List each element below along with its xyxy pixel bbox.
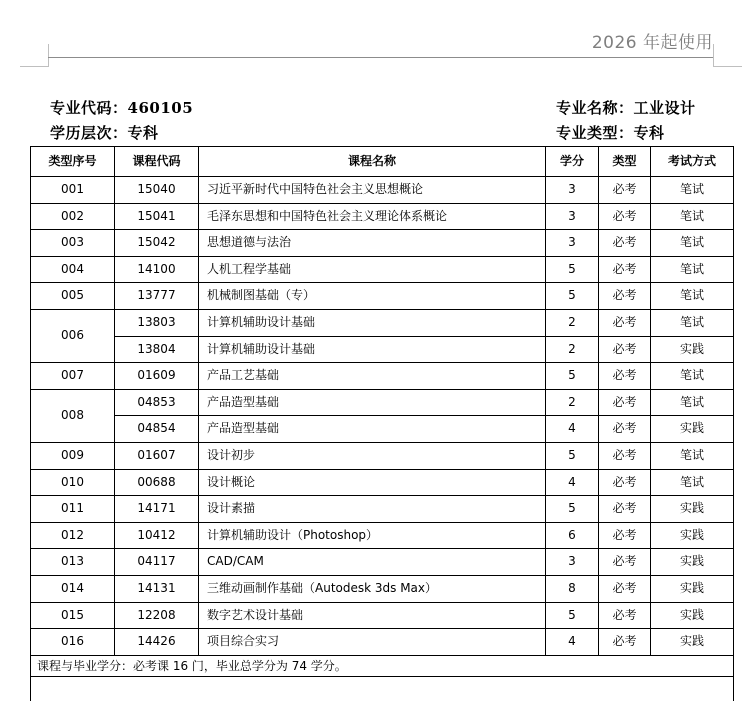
cell-seq: 002 bbox=[31, 203, 115, 230]
table-header-row bbox=[31, 147, 734, 177]
cell-exam: 实践 bbox=[651, 575, 734, 602]
education-level-value: 专科 bbox=[127, 124, 159, 142]
cell-code: 14100 bbox=[115, 256, 199, 283]
cell-code: 15041 bbox=[115, 203, 199, 230]
cell-seq: 008 bbox=[31, 389, 115, 442]
margin-corner-mark-left bbox=[20, 44, 49, 67]
cell-code: 14171 bbox=[115, 496, 199, 523]
cell-credit: 3 bbox=[546, 177, 599, 204]
table-row bbox=[31, 336, 734, 363]
cell-seq: 011 bbox=[31, 496, 115, 523]
header-name: 课程名称 bbox=[199, 147, 546, 177]
cell-name: CAD/CAM bbox=[199, 549, 546, 576]
cell-seq: 004 bbox=[31, 256, 115, 283]
cell-seq: 005 bbox=[31, 283, 115, 310]
cell-seq: 015 bbox=[31, 602, 115, 629]
cell-type: 必考 bbox=[599, 496, 651, 523]
cell-type: 必考 bbox=[599, 256, 651, 283]
cell-credit: 2 bbox=[546, 389, 599, 416]
cell-seq: 001 bbox=[31, 177, 115, 204]
cell-exam: 笔试 bbox=[651, 256, 734, 283]
cell-code: 00688 bbox=[115, 469, 199, 496]
cell-name: 产品工艺基础 bbox=[199, 363, 546, 390]
cell-exam: 笔试 bbox=[651, 230, 734, 257]
table-row bbox=[31, 522, 734, 549]
cell-credit: 6 bbox=[546, 522, 599, 549]
cell-type: 必考 bbox=[599, 363, 651, 390]
header-credit: 学分 bbox=[546, 147, 599, 177]
header-exam: 考试方式 bbox=[651, 147, 734, 177]
cell-name: 毛泽东思想和中国特色社会主义理论体系概论 bbox=[199, 203, 546, 230]
cell-name: 设计初步 bbox=[199, 442, 546, 469]
cell-exam: 笔试 bbox=[651, 442, 734, 469]
major-code bbox=[50, 97, 193, 118]
cell-code: 15042 bbox=[115, 230, 199, 257]
cell-credit: 5 bbox=[546, 602, 599, 629]
cell-code: 13777 bbox=[115, 283, 199, 310]
cell-name: 设计概论 bbox=[199, 469, 546, 496]
course-table bbox=[30, 146, 734, 701]
major-code-value: 460105 bbox=[127, 99, 194, 117]
cell-seq: 012 bbox=[31, 522, 115, 549]
header-rule bbox=[48, 57, 713, 58]
table-row bbox=[31, 230, 734, 257]
cell-credit: 4 bbox=[546, 416, 599, 443]
cell-name: 数字艺术设计基础 bbox=[199, 602, 546, 629]
cell-credit: 5 bbox=[546, 256, 599, 283]
cell-credit: 3 bbox=[546, 230, 599, 257]
cell-exam: 笔试 bbox=[651, 389, 734, 416]
table-row bbox=[31, 203, 734, 230]
cell-exam: 笔试 bbox=[651, 283, 734, 310]
cell-exam: 实践 bbox=[651, 496, 734, 523]
cell-type: 必考 bbox=[599, 469, 651, 496]
cell-code: 13804 bbox=[115, 336, 199, 363]
cell-type: 必考 bbox=[599, 230, 651, 257]
table-row bbox=[31, 416, 734, 443]
cell-code: 14426 bbox=[115, 629, 199, 656]
blank-cell bbox=[31, 676, 734, 701]
cell-type: 必考 bbox=[599, 549, 651, 576]
header-effective-year: 2026 年起使用 bbox=[591, 33, 713, 53]
cell-seq: 014 bbox=[31, 575, 115, 602]
cell-code: 01609 bbox=[115, 363, 199, 390]
cell-name: 计算机辅助设计基础 bbox=[199, 309, 546, 336]
cell-seq: 006 bbox=[31, 309, 115, 362]
cell-seq: 007 bbox=[31, 363, 115, 390]
table-row bbox=[31, 469, 734, 496]
table-row bbox=[31, 549, 734, 576]
cell-type: 必考 bbox=[599, 389, 651, 416]
cell-code: 13803 bbox=[115, 309, 199, 336]
table-row bbox=[31, 496, 734, 523]
table-row bbox=[31, 602, 734, 629]
table-row bbox=[31, 575, 734, 602]
major-name-value: 工业设计 bbox=[633, 99, 696, 117]
cell-exam: 笔试 bbox=[651, 363, 734, 390]
education-level-label: 学历层次： bbox=[50, 124, 128, 142]
table-row bbox=[31, 363, 734, 390]
cell-credit: 5 bbox=[546, 283, 599, 310]
cell-type: 必考 bbox=[599, 416, 651, 443]
major-type bbox=[556, 122, 665, 143]
cell-type: 必考 bbox=[599, 177, 651, 204]
table-row bbox=[31, 283, 734, 310]
cell-name: 机械制图基础（专） bbox=[199, 283, 546, 310]
cell-code: 04854 bbox=[115, 416, 199, 443]
cell-seq: 009 bbox=[31, 442, 115, 469]
cell-name: 产品造型基础 bbox=[199, 389, 546, 416]
major-name bbox=[556, 97, 696, 118]
cell-type: 必考 bbox=[599, 309, 651, 336]
margin-corner-mark-right bbox=[713, 44, 742, 67]
cell-exam: 实践 bbox=[651, 629, 734, 656]
cell-type: 必考 bbox=[599, 203, 651, 230]
cell-credit: 3 bbox=[546, 203, 599, 230]
cell-exam: 实践 bbox=[651, 336, 734, 363]
cell-type: 必考 bbox=[599, 629, 651, 656]
cell-name: 设计素描 bbox=[199, 496, 546, 523]
cell-code: 04853 bbox=[115, 389, 199, 416]
cell-code: 04117 bbox=[115, 549, 199, 576]
cell-exam: 笔试 bbox=[651, 203, 734, 230]
major-type-label: 专业类型： bbox=[556, 124, 634, 142]
cell-seq: 016 bbox=[31, 629, 115, 656]
cell-name: 思想道德与法治 bbox=[199, 230, 546, 257]
header-code: 课程代码 bbox=[115, 147, 199, 177]
cell-code: 12208 bbox=[115, 602, 199, 629]
table-row bbox=[31, 309, 734, 336]
education-level bbox=[50, 122, 159, 143]
cell-exam: 实践 bbox=[651, 522, 734, 549]
cell-type: 必考 bbox=[599, 575, 651, 602]
cell-code: 14131 bbox=[115, 575, 199, 602]
cell-type: 必考 bbox=[599, 283, 651, 310]
cell-credit: 4 bbox=[546, 629, 599, 656]
cell-name: 产品造型基础 bbox=[199, 416, 546, 443]
table-row bbox=[31, 256, 734, 283]
cell-exam: 笔试 bbox=[651, 309, 734, 336]
cell-seq: 003 bbox=[31, 230, 115, 257]
major-code-label: 专业代码： bbox=[50, 99, 128, 117]
cell-code: 15040 bbox=[115, 177, 199, 204]
cell-name: 项目综合实习 bbox=[199, 629, 546, 656]
cell-credit: 5 bbox=[546, 363, 599, 390]
cell-type: 必考 bbox=[599, 336, 651, 363]
cell-name: 习近平新时代中国特色社会主义思想概论 bbox=[199, 177, 546, 204]
table-footer-row bbox=[31, 655, 734, 676]
cell-name: 人机工程学基础 bbox=[199, 256, 546, 283]
table-row bbox=[31, 177, 734, 204]
header-type: 类型 bbox=[599, 147, 651, 177]
graduation-credit-note: 课程与毕业学分：必考课 16 门，毕业总学分为 74 学分。 bbox=[31, 655, 734, 676]
cell-credit: 5 bbox=[546, 496, 599, 523]
cell-type: 必考 bbox=[599, 602, 651, 629]
cell-credit: 5 bbox=[546, 442, 599, 469]
cell-exam: 笔试 bbox=[651, 177, 734, 204]
table-row bbox=[31, 389, 734, 416]
cell-name: 计算机辅助设计（Photoshop） bbox=[199, 522, 546, 549]
cell-type: 必考 bbox=[599, 442, 651, 469]
table-blank-row bbox=[31, 676, 734, 701]
cell-exam: 实践 bbox=[651, 549, 734, 576]
major-type-value: 专科 bbox=[633, 124, 665, 142]
cell-name: 三维动画制作基础（Autodesk 3ds Max） bbox=[199, 575, 546, 602]
cell-credit: 4 bbox=[546, 469, 599, 496]
cell-code: 01607 bbox=[115, 442, 199, 469]
cell-seq: 010 bbox=[31, 469, 115, 496]
cell-exam: 实践 bbox=[651, 416, 734, 443]
cell-name: 计算机辅助设计基础 bbox=[199, 336, 546, 363]
cell-credit: 3 bbox=[546, 549, 599, 576]
cell-code: 10412 bbox=[115, 522, 199, 549]
cell-exam: 笔试 bbox=[651, 469, 734, 496]
cell-credit: 2 bbox=[546, 309, 599, 336]
major-name-label: 专业名称： bbox=[556, 99, 634, 117]
cell-credit: 8 bbox=[546, 575, 599, 602]
table-row bbox=[31, 629, 734, 656]
cell-credit: 2 bbox=[546, 336, 599, 363]
cell-exam: 实践 bbox=[651, 602, 734, 629]
table-row bbox=[31, 442, 734, 469]
header-seq: 类型序号 bbox=[31, 147, 115, 177]
cell-seq: 013 bbox=[31, 549, 115, 576]
cell-type: 必考 bbox=[599, 522, 651, 549]
